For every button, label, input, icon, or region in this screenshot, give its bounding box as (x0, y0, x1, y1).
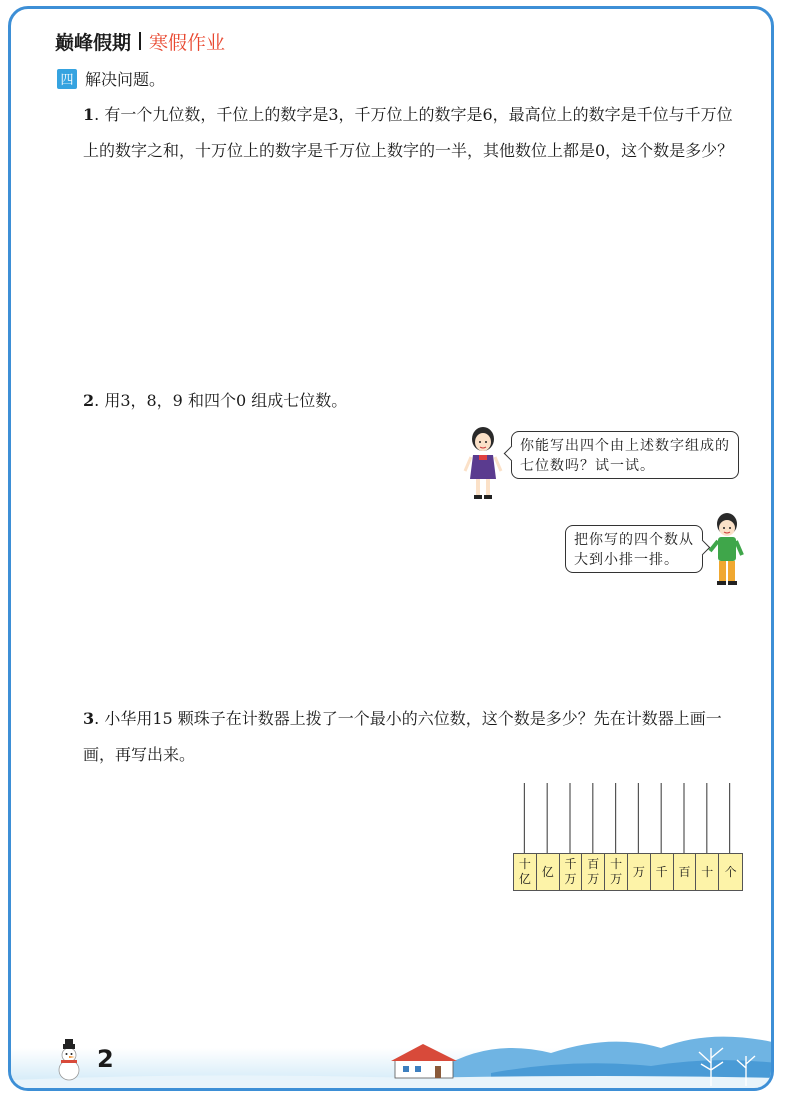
place-label: 十 万 (605, 854, 628, 890)
brand-title: 巅峰假期 (55, 31, 132, 54)
question-text: . 小华用15 颗珠子在计数器上拨了一个最小的六位数，这个数是多少？先在计数器上画一画，再写出来。 (83, 709, 722, 764)
place-label: 万 (628, 854, 651, 890)
section-title: 解决问题。 (85, 70, 166, 89)
question-1 (83, 97, 748, 169)
question-text: . 用3，8，9 和四个0 组成七位数。 (94, 391, 348, 410)
bubble-text: 你能写出四个由上述数字组成的七位数吗？试一试。 (520, 438, 730, 474)
winter-landscape-decoration (11, 1008, 774, 1088)
place-value-labels (513, 853, 743, 891)
page-header (55, 27, 225, 55)
place-label: 个 (724, 864, 737, 879)
boy-speech-bubble (565, 525, 703, 573)
girl-illustration (461, 425, 505, 503)
header-divider (139, 32, 141, 50)
counting-frame (511, 779, 743, 895)
place-label: 亿 (537, 854, 560, 890)
boy-illustration (707, 511, 747, 591)
abacus-rods (511, 779, 743, 855)
page-frame (8, 6, 774, 1091)
header-subtitle: 寒假作业 (149, 31, 226, 54)
section-heading (57, 67, 165, 90)
question-text: . 有一个九位数，千位上的数字是3，千万位上的数字是6，最高位上的数字是千位与千万位上的数字之和，十万位上的数字是千万位上数字的一半，其他数位上都是0，这个数是多少？ (83, 105, 734, 160)
question-number: 3 (83, 709, 95, 728)
question-number: 2 (83, 391, 95, 410)
section-badge: 四 (57, 69, 77, 89)
question-2 (83, 383, 748, 419)
rod-lines (524, 783, 729, 855)
place-label: 千 (651, 854, 674, 890)
place-label: 十 亿 (514, 854, 537, 890)
place-label: 百 (674, 854, 697, 890)
place-label: 百 万 (582, 854, 605, 890)
place-label: 十 (696, 854, 719, 890)
bubble-tail (504, 446, 520, 462)
bubble-text: 把你写的四个数从大到小排一排。 (574, 532, 694, 568)
girl-speech-bubble (511, 431, 739, 479)
page-number: 2 (97, 1045, 114, 1073)
place-label: 千 万 (560, 854, 583, 890)
question-number: 1 (83, 105, 95, 124)
question-3 (83, 701, 748, 773)
